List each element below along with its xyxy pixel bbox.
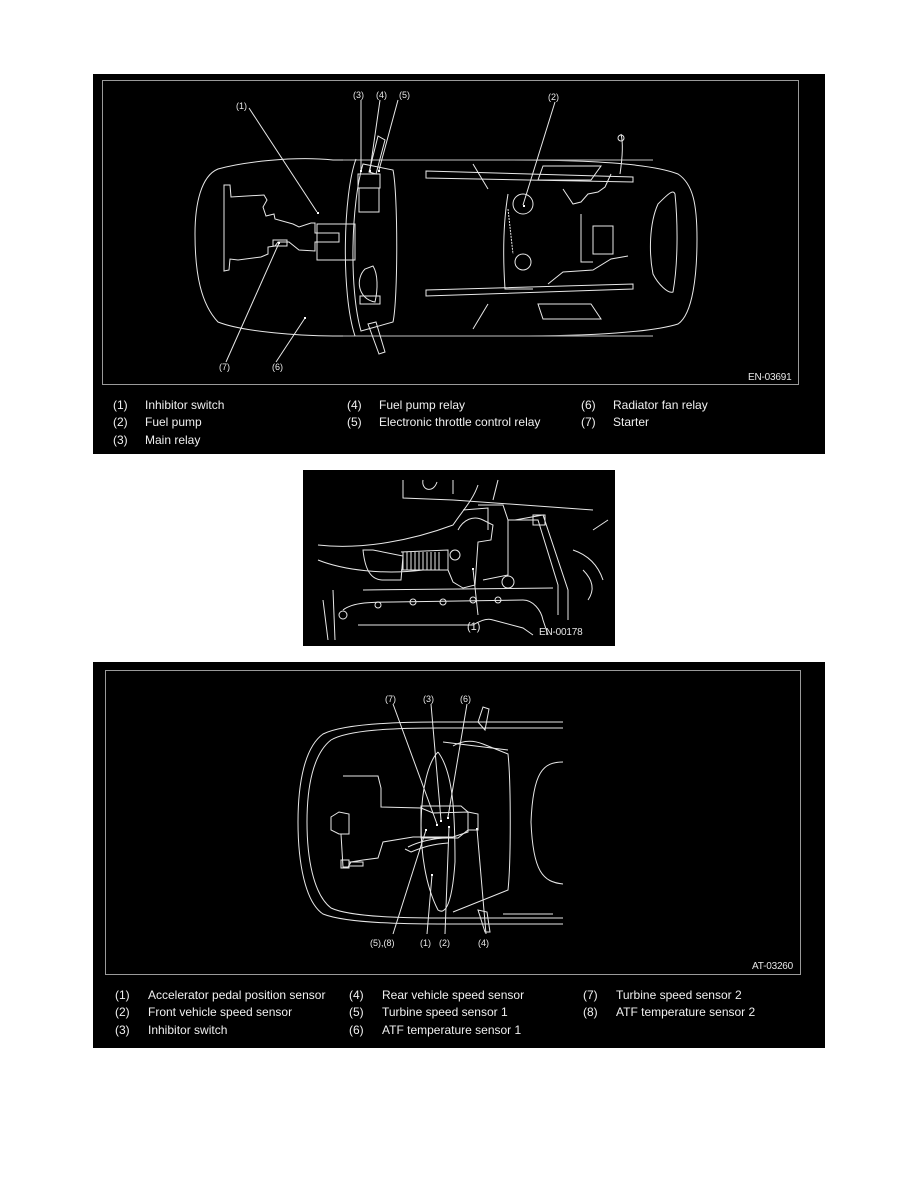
callout-2: (2) xyxy=(548,92,559,102)
figure-en-00178-panel xyxy=(303,470,615,646)
legend-label: Turbine speed sensor 2 xyxy=(616,988,742,1002)
callout-7: (7) xyxy=(385,694,396,704)
legend-label: Front vehicle speed sensor xyxy=(148,1005,293,1019)
legend-label: Rear vehicle speed sensor xyxy=(382,988,525,1002)
callout-4: (4) xyxy=(478,938,489,948)
legend-label: ATF temperature sensor 1 xyxy=(382,1023,522,1037)
callout-4: (4) xyxy=(376,90,387,100)
legend-number: (4) xyxy=(349,988,364,1002)
legend-number: (3) xyxy=(113,433,128,447)
legend-number: (2) xyxy=(115,1005,130,1019)
callout-1: (1) xyxy=(236,101,247,111)
legend-number: (3) xyxy=(115,1023,130,1037)
inhibitor-switch-closeup-diagram xyxy=(303,470,615,646)
legend-label: Inhibitor switch xyxy=(145,398,225,412)
legend-number: (6) xyxy=(581,398,596,412)
legend-number: (7) xyxy=(583,988,598,1002)
legend-number: (6) xyxy=(349,1023,364,1037)
legend-number: (1) xyxy=(115,988,130,1002)
legend-number: (5) xyxy=(349,1005,364,1019)
legend xyxy=(93,390,825,454)
legend-label: Main relay xyxy=(145,433,201,447)
figure-id-label: EN-00178 xyxy=(539,627,583,638)
legend-number: (7) xyxy=(581,415,596,429)
figure-at-03260-panel xyxy=(93,662,825,1048)
legend-label: Turbine speed sensor 1 xyxy=(382,1005,508,1019)
legend-number: (8) xyxy=(583,1005,598,1019)
legend-label: Accelerator pedal position sensor xyxy=(148,988,326,1002)
legend-label: Radiator fan relay xyxy=(613,398,708,412)
legend-label: Starter xyxy=(613,415,650,429)
legend-label: Electronic throttle control relay xyxy=(379,415,541,429)
callout-7: (7) xyxy=(219,362,230,372)
figure-id-label: EN-03691 xyxy=(748,372,792,383)
legend-label: Fuel pump xyxy=(145,415,202,429)
callout-6: (6) xyxy=(272,362,283,372)
callout-5: (5) xyxy=(399,90,410,100)
vehicle-topview-sensor-locations-diagram xyxy=(93,662,825,982)
callout-3: (3) xyxy=(353,90,364,100)
legend-number: (4) xyxy=(347,398,362,412)
figure-id-label: AT-03260 xyxy=(752,961,794,972)
figure-en-03691-panel xyxy=(93,74,825,454)
callout-5-8: (5),(8) xyxy=(370,938,395,948)
legend xyxy=(93,980,825,1048)
legend-label: Fuel pump relay xyxy=(379,398,466,412)
legend-label: Inhibitor switch xyxy=(148,1023,228,1037)
vehicle-topview-relay-locations-diagram xyxy=(93,74,825,386)
legend-number: (1) xyxy=(113,398,128,412)
legend-number: (5) xyxy=(347,415,362,429)
callout-2: (2) xyxy=(439,938,450,948)
callout-6: (6) xyxy=(460,694,471,704)
callout-3: (3) xyxy=(423,694,434,704)
legend-number: (2) xyxy=(113,415,128,429)
callout-1: (1) xyxy=(467,621,481,633)
callout-1: (1) xyxy=(420,938,431,948)
legend-label: ATF temperature sensor 2 xyxy=(616,1005,756,1019)
